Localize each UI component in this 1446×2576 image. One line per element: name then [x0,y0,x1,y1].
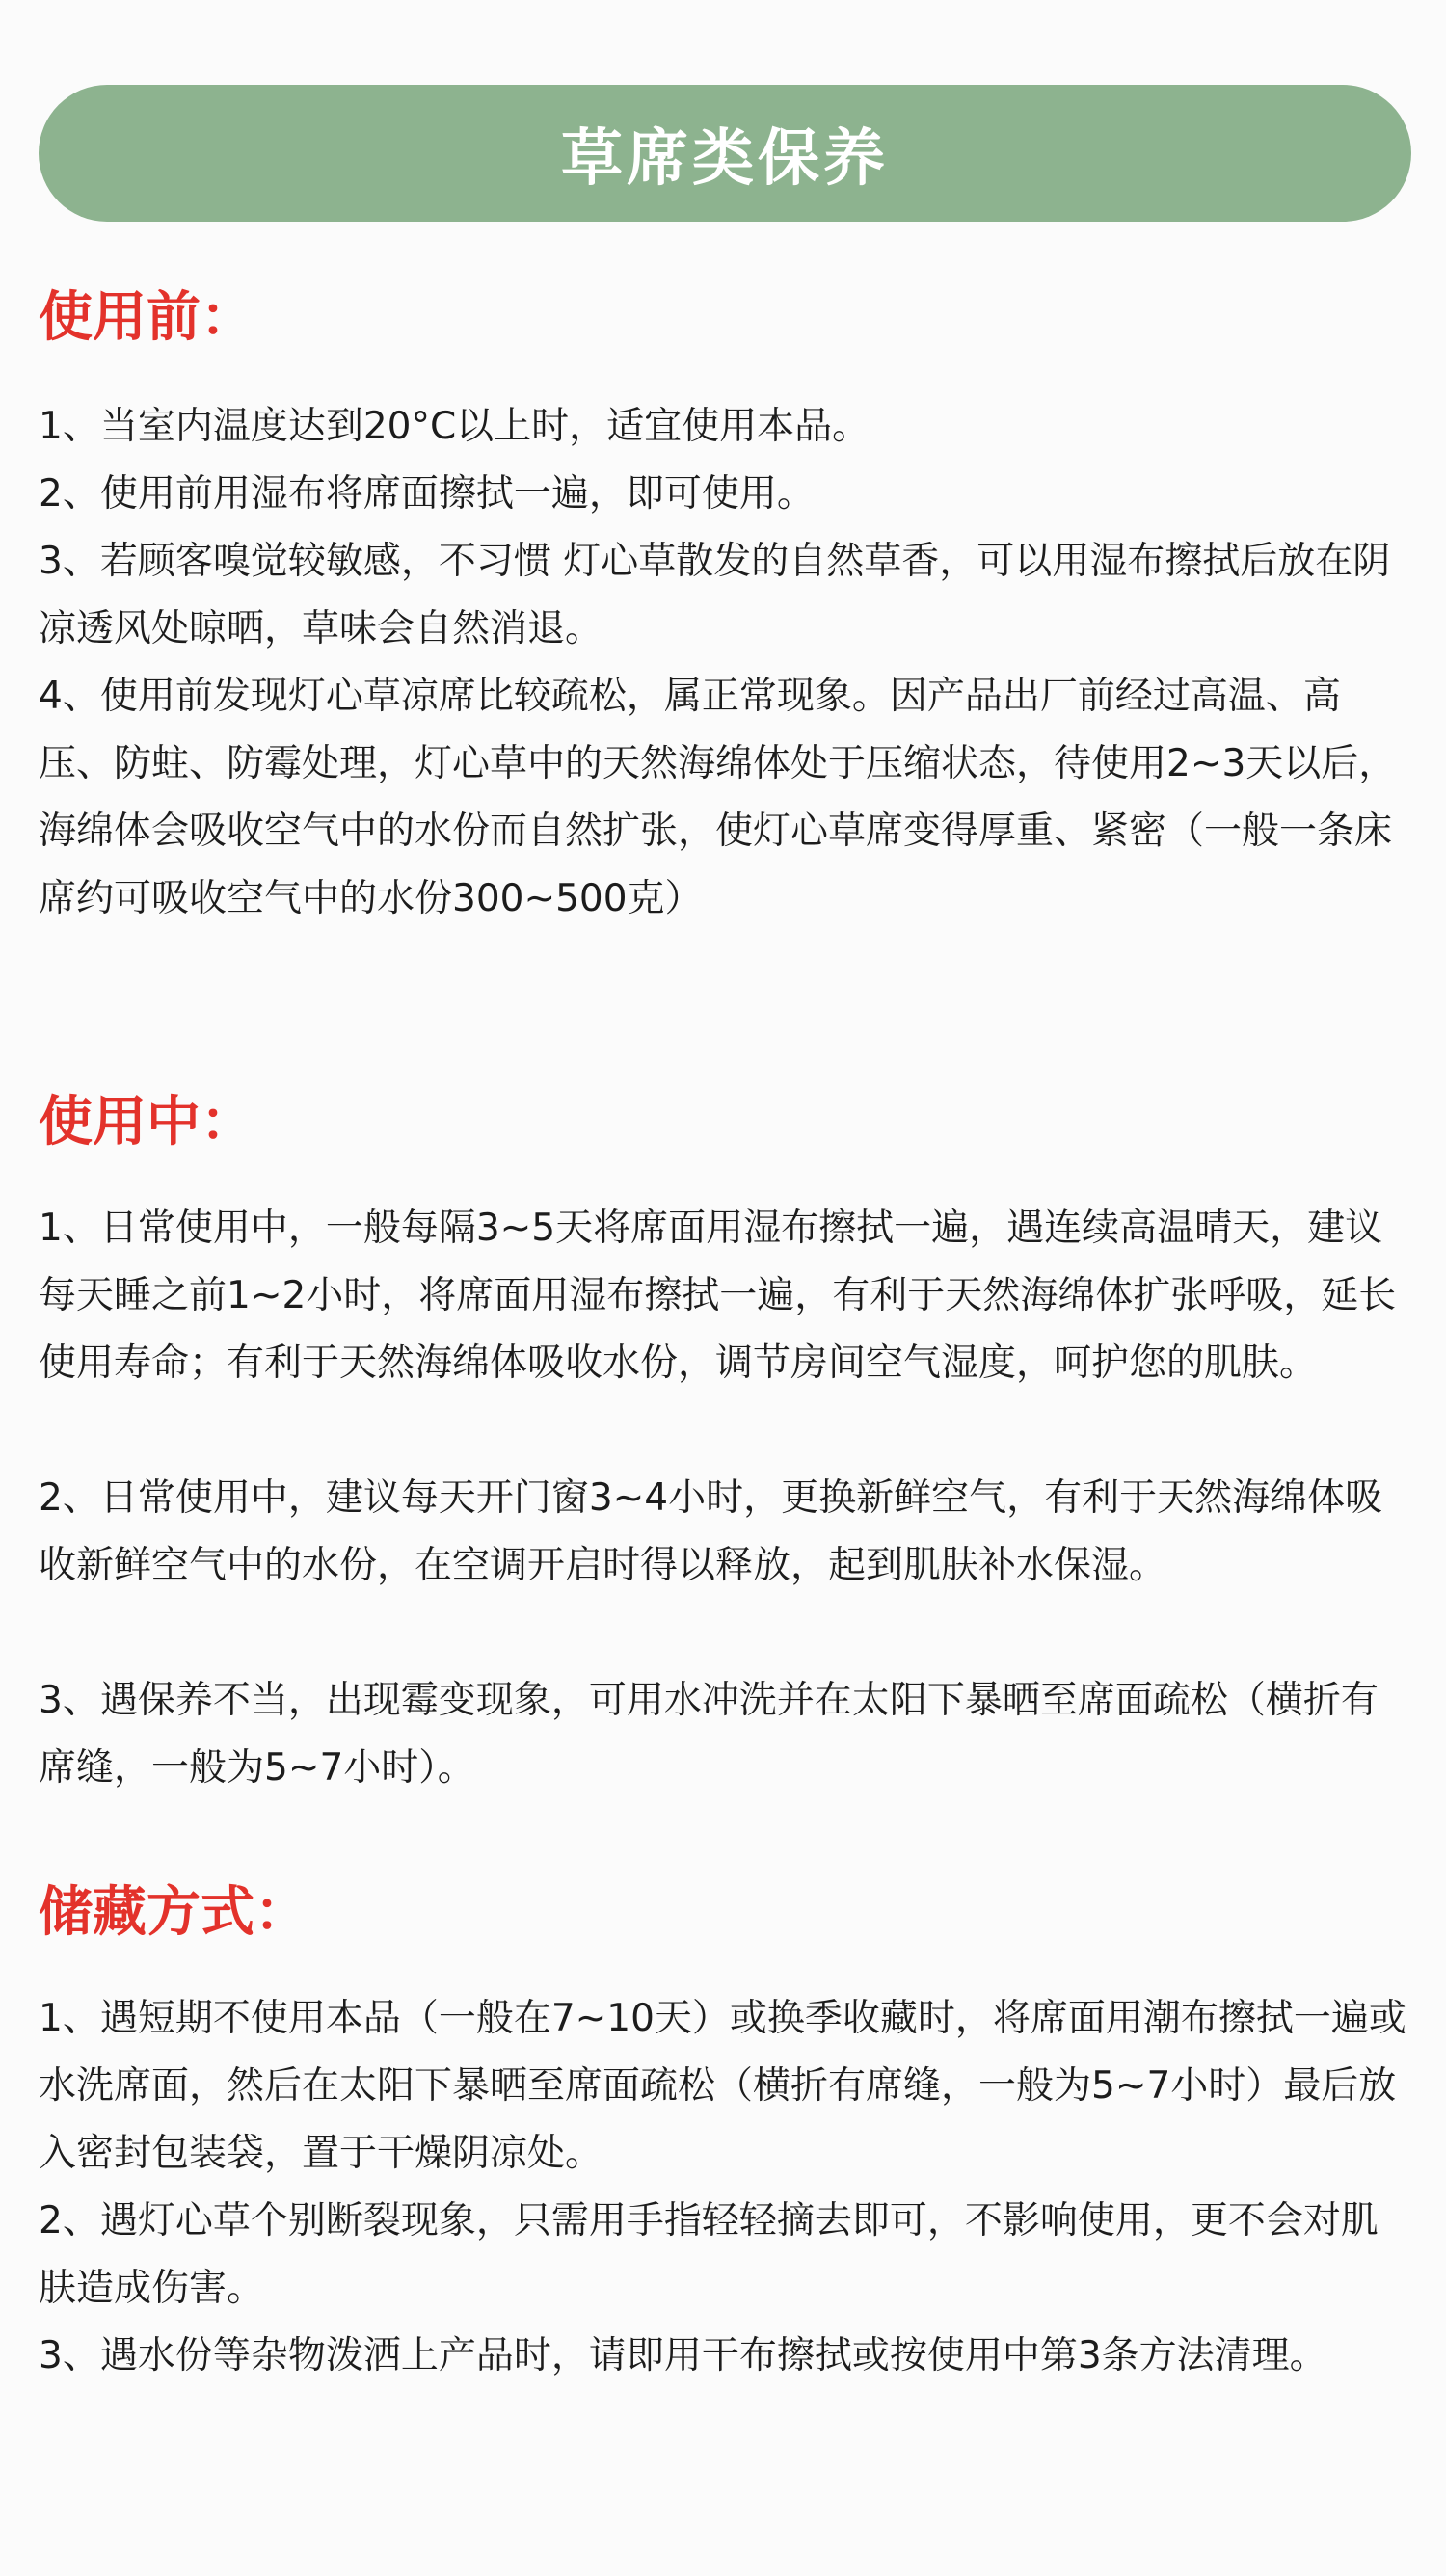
during-use-item-3: 3、遇保养不当，出现霉变现象，可用水冲洗并在太阳下暴晒至席面疏松（横折有席缝，一般为5~7小时）。 [39,1679,1379,1790]
before-use-item-3: 3、若顾客嗅觉较敏感，不习惯 灯心草散发的自然草香，可以用湿布擦拭后放在阴凉透风处晾晒，草味会自然消退。 [39,540,1391,651]
section-heading-before-use: 使用前： [39,286,254,349]
during-use-item-1: 1、日常使用中，一般每隔3~5天将席面用湿布擦拭一遍，遇连续高温晴天，建议每天睡之前1~2小时，将席面用湿布擦拭一遍，有利于天然海绵体扩张呼吸，延长使用寿命；有利于天然海绵体吸收水份，调节房间空气湿度，呵护您的肌肤。 [39,1207,1397,1385]
page-title: 草席类保养 [561,123,889,195]
storage-item-2: 2、遇灯心草个别断裂现象，只需用手指轻轻摘去即可，不影响使用，更不会对肌肤造成伤害。 [39,2199,1379,2310]
before-use-item-1: 1、当室内温度达到20°C以上时，适宜使用本品。 [39,405,870,448]
before-use-item-2: 2、使用前用湿布将席面擦拭一遍，即可使用。 [39,472,815,516]
title-banner [39,85,1411,222]
section-heading-storage: 储藏方式： [39,1881,308,1944]
storage-item-3: 3、遇水份等杂物泼洒上产品时，请即用干布擦拭或按使用中第3条方法清理。 [39,2334,1327,2377]
storage-item-1: 1、遇短期不使用本品（一般在7~10天）或换季收藏时，将席面用潮布擦拭一遍或水洗席面，然后在太阳下暴晒至席面疏松（横折有席缝，一般为5~7小时）最后放入密封包装袋，置于干燥阴凉处。 [39,1997,1406,2175]
during-use-item-2: 2、日常使用中，建议每天开门窗3~4小时，更换新鲜空气，有利于天然海绵体吸收新鲜空气中的水份，在空调开启时得以释放，起到肌肤补水保湿。 [39,1476,1383,1587]
section-heading-during-use: 使用中： [39,1091,254,1154]
before-use-item-4: 4、使用前发现灯心草凉席比较疏松，属正常现象。因产品出厂前经过高温、高压、防蛀、防霉处理，灯心草中的天然海绵体处于压缩状态，待使用2~3天以后，海绵体会吸收空气中的水份而自然扩张，使灯心草席变得厚重、紧密（一般一条床席约可吸收空气中的水份300~500克） [39,675,1397,920]
